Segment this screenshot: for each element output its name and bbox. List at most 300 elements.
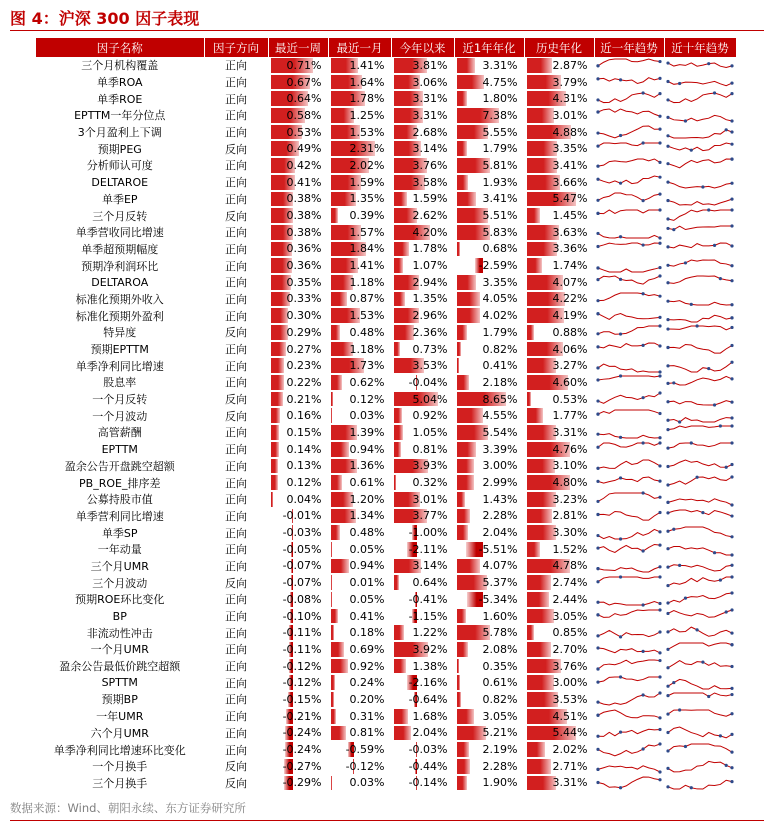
cell-ytd — [391, 107, 454, 124]
sparkline-marker — [730, 780, 733, 783]
sparkline-marker — [658, 242, 661, 245]
factor-name: 三个月反转 — [36, 207, 204, 224]
cell-month — [328, 424, 391, 441]
trend-10y — [664, 207, 736, 224]
sparkline-marker — [666, 785, 669, 788]
cell-hist — [524, 191, 594, 208]
sparkline-marker — [730, 608, 733, 611]
cell-value: 7.38% — [482, 108, 518, 122]
sparkline-marker — [658, 479, 661, 482]
trend-1y — [594, 391, 664, 408]
cell-value: -0.59% — [345, 743, 385, 757]
sparkline-marker — [730, 303, 733, 306]
factor-direction: 正向 — [204, 174, 268, 191]
cell-month — [328, 374, 391, 391]
factor-direction: 正向 — [204, 274, 268, 291]
cell-value: 2.99% — [482, 476, 518, 490]
cell-value: 1.41% — [349, 259, 385, 273]
cell-value: 5.78% — [482, 626, 518, 640]
sparkline-marker — [730, 131, 733, 134]
table-row — [36, 391, 736, 408]
cell-hist — [524, 241, 594, 258]
factor-name: 六个月UMR — [36, 725, 204, 742]
cell-value: 0.62% — [349, 375, 385, 389]
sparkline-marker — [672, 527, 675, 530]
sparkline-marker — [658, 608, 661, 611]
factor-direction: 正向 — [204, 291, 268, 308]
cell-ytd — [391, 691, 454, 708]
factor-name: PB_ROE_排序差 — [36, 474, 204, 491]
cell-value: 0.39% — [349, 209, 385, 223]
sparkline-marker — [596, 647, 599, 650]
sparkline-marker — [596, 668, 599, 671]
sparkline-marker — [730, 326, 733, 329]
cell-y1 — [454, 174, 524, 191]
trend-1y — [594, 374, 664, 391]
cell-value: 1.57% — [349, 225, 385, 239]
table-row — [36, 407, 736, 424]
trend-1y — [594, 708, 664, 725]
trend-1y — [594, 524, 664, 541]
factor-direction: 正向 — [204, 124, 268, 141]
cell-value: 2.96% — [412, 309, 448, 323]
cell-value: 5.51% — [482, 209, 518, 223]
cell-value: -0.12% — [282, 676, 322, 690]
table-row — [36, 291, 736, 308]
cell-week — [268, 57, 328, 74]
cell-value: -0.24% — [282, 726, 322, 740]
sparkline-marker — [730, 592, 733, 595]
factor-direction: 正向 — [204, 107, 268, 124]
cell-value: 0.05% — [349, 542, 385, 556]
sparkline-path — [598, 364, 660, 372]
cell-y1 — [454, 725, 524, 742]
cell-y1 — [454, 741, 524, 758]
cell-value: -0.10% — [282, 609, 322, 623]
cell-value: 0.38% — [286, 192, 322, 206]
sparkline-marker — [695, 325, 698, 328]
sparkline-marker — [666, 501, 669, 504]
sparkline-marker — [596, 613, 599, 616]
cell-value: 0.92% — [412, 409, 448, 423]
trend-10y — [664, 274, 736, 291]
sparkline-marker — [689, 148, 692, 151]
trend-10y — [664, 508, 736, 525]
sparkline-marker — [658, 391, 661, 394]
cell-hist — [524, 107, 594, 124]
trend-1y — [594, 291, 664, 308]
sparkline-marker — [678, 564, 681, 567]
cell-month — [328, 241, 391, 258]
cell-value: 1.90% — [482, 776, 518, 790]
sparkline-path — [598, 234, 660, 239]
sparkline-marker — [730, 344, 733, 347]
cell-hist — [524, 341, 594, 358]
cell-week — [268, 357, 328, 374]
sparkline-path — [668, 210, 732, 220]
cell-value: 1.36% — [349, 459, 385, 473]
sparkline-marker — [724, 764, 727, 767]
sparkline-path — [668, 661, 732, 668]
cell-value: -0.11% — [282, 642, 322, 656]
cell-value: 0.38% — [286, 225, 322, 239]
sparkline-path — [668, 199, 732, 205]
sparkline-path — [598, 693, 660, 705]
sparkline-path — [668, 116, 732, 122]
sparkline-path — [598, 610, 660, 617]
cell-hist — [524, 291, 594, 308]
cell-ytd — [391, 508, 454, 525]
cell-value: 0.85% — [552, 626, 588, 640]
cell-month — [328, 357, 391, 374]
cell-hist — [524, 307, 594, 324]
cell-week — [268, 458, 328, 475]
cell-hist — [524, 691, 594, 708]
cell-y1 — [454, 608, 524, 625]
trend-10y — [664, 524, 736, 541]
cell-value: 2.94% — [412, 275, 448, 289]
table-row — [36, 207, 736, 224]
cell-week — [268, 90, 328, 107]
sparkline-path — [668, 401, 732, 405]
table-row — [36, 140, 736, 157]
sparkline-marker — [596, 312, 599, 315]
factor-direction: 正向 — [204, 341, 268, 358]
cell-value: 0.49% — [286, 142, 322, 156]
cell-value: 3.31% — [552, 425, 588, 439]
cell-value: 0.68% — [482, 242, 518, 256]
cell-value: 5.37% — [482, 576, 518, 590]
cell-month — [328, 441, 391, 458]
header-10y-trend: 近十年趋势 — [664, 38, 736, 57]
cell-value: 3.31% — [412, 92, 448, 106]
sparkline-marker — [730, 120, 733, 123]
header-month: 最近一月 — [328, 38, 391, 57]
sparkline-marker — [658, 60, 661, 63]
cell-y1 — [454, 541, 524, 558]
cell-y1 — [454, 691, 524, 708]
cell-value: 1.18% — [349, 342, 385, 356]
sparkline-marker — [712, 551, 715, 554]
sparkline-marker — [658, 659, 661, 662]
trend-1y — [594, 341, 664, 358]
cell-value: 1.20% — [349, 492, 385, 506]
sparkline-path — [668, 565, 732, 571]
cell-week — [268, 107, 328, 124]
sparkline-marker — [683, 597, 686, 600]
cell-value: 4.60% — [552, 375, 588, 389]
cell-value: 2.28% — [482, 759, 518, 773]
cell-ytd — [391, 708, 454, 725]
cell-value: 3.76% — [552, 659, 588, 673]
trend-10y — [664, 641, 736, 658]
cell-ytd — [391, 257, 454, 274]
trend-10y — [664, 758, 736, 775]
cell-ytd — [391, 191, 454, 208]
sparkline-marker — [730, 665, 733, 668]
sparkline-path — [598, 602, 660, 605]
trend-1y — [594, 458, 664, 475]
cell-hist — [524, 491, 594, 508]
sparkline-path — [598, 493, 660, 501]
sparkline-marker — [658, 716, 661, 719]
factor-direction: 正向 — [204, 624, 268, 641]
factor-direction: 正向 — [204, 157, 268, 174]
cell-value: 3.77% — [412, 509, 448, 523]
cell-ytd — [391, 241, 454, 258]
sparkline-marker — [730, 564, 733, 567]
sparkline-marker — [618, 235, 621, 238]
cell-hist — [524, 758, 594, 775]
factor-direction: 正向 — [204, 741, 268, 758]
sparkline-marker — [596, 232, 599, 235]
factor-direction: 正向 — [204, 658, 268, 675]
sparkline-marker — [658, 412, 661, 415]
cell-value: 4.07% — [482, 559, 518, 573]
sparkline-marker — [596, 379, 599, 382]
sparkline-path — [598, 777, 660, 788]
sparkline-marker — [724, 610, 727, 613]
cell-y1 — [454, 157, 524, 174]
table-row — [36, 641, 736, 658]
sparkline-marker — [596, 278, 599, 281]
factor-name: 单季ROA — [36, 74, 204, 91]
sparkline-marker — [596, 547, 599, 550]
trend-10y — [664, 741, 736, 758]
cell-week — [268, 591, 328, 608]
trend-1y — [594, 57, 664, 74]
sparkline-marker — [596, 199, 599, 202]
cell-month — [328, 174, 391, 191]
factor-direction: 正向 — [204, 424, 268, 441]
sparkline-marker — [666, 630, 669, 633]
trend-1y — [594, 474, 664, 491]
sparkline-path — [668, 143, 732, 151]
sparkline-marker — [641, 550, 644, 553]
sparkline-path — [668, 362, 732, 372]
sparkline-path — [668, 762, 732, 772]
trend-1y — [594, 591, 664, 608]
trend-1y — [594, 608, 664, 625]
factor-name: 单季超预期幅度 — [36, 241, 204, 258]
sparkline-path — [668, 643, 732, 649]
sparkline-marker — [658, 778, 661, 781]
trend-1y — [594, 441, 664, 458]
sparkline-path — [668, 610, 732, 617]
sparkline-marker — [718, 425, 721, 428]
cell-month — [328, 140, 391, 157]
sparkline-marker — [658, 92, 661, 95]
trend-10y — [664, 725, 736, 742]
factor-name: 高管薪酬 — [36, 424, 204, 441]
cell-value: 2.02% — [552, 743, 588, 757]
cell-value: 1.43% — [482, 492, 518, 506]
sparkline-marker — [596, 768, 599, 771]
cell-value: 0.87% — [349, 292, 385, 306]
cell-week — [268, 658, 328, 675]
sparkline-marker — [666, 98, 669, 101]
cell-value: 2.74% — [552, 576, 588, 590]
cell-y1 — [454, 374, 524, 391]
sparkline-path — [668, 679, 732, 689]
table-row — [36, 758, 736, 775]
cell-value: 3.00% — [552, 676, 588, 690]
sparkline-marker — [658, 275, 661, 278]
trend-1y — [594, 124, 664, 141]
cell-ytd — [391, 274, 454, 291]
cell-value: -5.34% — [478, 592, 518, 606]
sparkline-marker — [596, 601, 599, 604]
sparkline-marker — [658, 464, 661, 467]
trend-10y — [664, 558, 736, 575]
cell-week — [268, 775, 328, 792]
factor-name: 标准化预期外盈利 — [36, 307, 204, 324]
factor-name: 单季营收同比增速 — [36, 224, 204, 241]
cell-y1 — [454, 591, 524, 608]
cell-y1 — [454, 624, 524, 641]
cell-ytd — [391, 658, 454, 675]
sparkline-marker — [666, 418, 669, 421]
cell-hist — [524, 474, 594, 491]
cell-value: 3.66% — [552, 175, 588, 189]
trend-10y — [664, 174, 736, 191]
cell-value: 1.59% — [412, 192, 448, 206]
cell-month — [328, 624, 391, 641]
cell-value: 3.79% — [552, 75, 588, 89]
cell-y1 — [454, 341, 524, 358]
cell-ytd — [391, 608, 454, 625]
sparkline-marker — [730, 316, 733, 319]
cell-week — [268, 691, 328, 708]
cell-value: 3.10% — [552, 459, 588, 473]
trend-1y — [594, 174, 664, 191]
cell-value: 0.64% — [412, 576, 448, 590]
cell-value: 0.22% — [286, 375, 322, 389]
sparkline-path — [598, 443, 660, 447]
cell-month — [328, 508, 391, 525]
trend-1y — [594, 725, 664, 742]
sparkline-marker — [618, 786, 621, 789]
cell-value: 5.21% — [482, 726, 518, 740]
trend-1y — [594, 257, 664, 274]
cell-month — [328, 641, 391, 658]
cell-week — [268, 241, 328, 258]
cell-week — [268, 424, 328, 441]
factor-direction: 正向 — [204, 725, 268, 742]
cell-ytd — [391, 357, 454, 374]
factor-name: 3个月盈利上下调 — [36, 124, 204, 141]
sparkline-marker — [658, 771, 661, 774]
cell-y1 — [454, 708, 524, 725]
cell-month — [328, 74, 391, 91]
cell-value: -0.05% — [282, 542, 322, 556]
sparkline-marker — [641, 344, 644, 347]
cell-ytd — [391, 124, 454, 141]
sparkline-path — [668, 159, 732, 168]
cell-value: 1.18% — [349, 275, 385, 289]
trend-10y — [664, 124, 736, 141]
trend-10y — [664, 241, 736, 258]
cell-value: 2.81% — [552, 509, 588, 523]
cell-value: 0.16% — [286, 409, 322, 423]
table-row — [36, 74, 736, 91]
cell-value: -0.07% — [282, 559, 322, 573]
cell-value: 4.55% — [482, 409, 518, 423]
trend-10y — [664, 458, 736, 475]
factor-name: 三个月UMR — [36, 558, 204, 575]
sparkline-marker — [596, 446, 599, 449]
cell-month — [328, 57, 391, 74]
cell-value: 2.87% — [552, 58, 588, 72]
cell-value: 2.19% — [482, 743, 518, 757]
table-row — [36, 508, 736, 525]
sparkline-path — [668, 326, 732, 330]
cell-value: 3.93% — [412, 459, 448, 473]
sparkline-path — [598, 176, 660, 184]
sparkline-path — [668, 744, 732, 752]
factor-name: 标准化预期外收入 — [36, 291, 204, 308]
cell-week — [268, 74, 328, 91]
sparkline-marker — [618, 730, 621, 733]
cell-hist — [524, 224, 594, 241]
sparkline-marker — [666, 300, 669, 303]
cell-value: 5.54% — [482, 425, 518, 439]
cell-value: 2.70% — [552, 642, 588, 656]
cell-hist — [524, 207, 594, 224]
cell-value: 1.25% — [349, 108, 385, 122]
sparkline-path — [668, 780, 732, 789]
factor-name: 一个月UMR — [36, 641, 204, 658]
cell-ytd — [391, 157, 454, 174]
cell-ytd — [391, 541, 454, 558]
factor-direction: 正向 — [204, 558, 268, 575]
trend-10y — [664, 658, 736, 675]
sparkline-path — [668, 377, 732, 386]
sparkline-path — [598, 243, 660, 246]
cell-value: 0.61% — [482, 676, 518, 690]
sparkline-path — [598, 326, 660, 334]
sparkline-marker — [689, 786, 692, 789]
factor-direction: 正向 — [204, 357, 268, 374]
sparkline-marker — [666, 429, 669, 432]
cell-value: 0.82% — [482, 342, 518, 356]
cell-week — [268, 140, 328, 157]
sparkline-marker — [618, 134, 621, 137]
cell-month — [328, 758, 391, 775]
source-note: 数据来源：Wind、朝阳永续、东方证券研究所 — [10, 801, 246, 815]
sparkline-marker — [666, 227, 669, 230]
cell-hist — [524, 608, 594, 625]
table-row — [36, 307, 736, 324]
sparkline-marker — [658, 511, 661, 514]
cell-value: 1.52% — [552, 542, 588, 556]
cell-value: 0.36% — [286, 242, 322, 256]
cell-ytd — [391, 424, 454, 441]
sparkline-marker — [596, 366, 599, 369]
cell-month — [328, 124, 391, 141]
cell-value: 0.01% — [349, 576, 385, 590]
trend-1y — [594, 574, 664, 591]
factor-name: 单季ROE — [36, 90, 204, 107]
sparkline-path — [598, 59, 660, 66]
sparkline-path — [668, 499, 732, 505]
sparkline-marker — [658, 530, 661, 533]
factor-name: 单季SP — [36, 524, 204, 541]
cell-hist — [524, 324, 594, 341]
sparkline-path — [598, 567, 660, 572]
cell-value: 3.41% — [482, 192, 518, 206]
trend-10y — [664, 441, 736, 458]
